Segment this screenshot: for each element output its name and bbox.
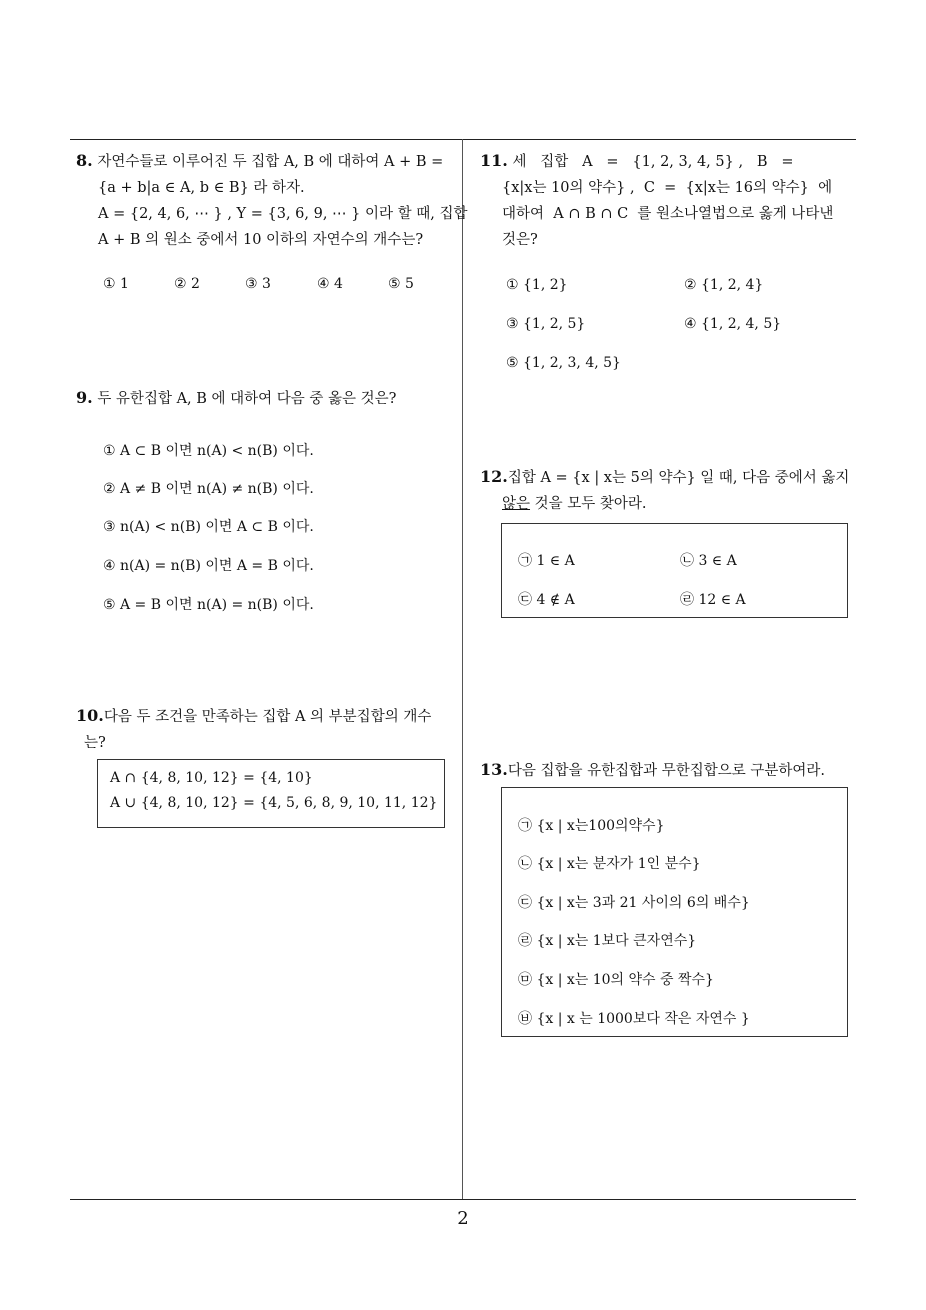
set-item: ㉡ {x | x는 분자가 1인 분수} <box>518 856 701 872</box>
answer-option[interactable]: ④ 4 <box>317 276 343 292</box>
answer-option[interactable]: ① {1, 2} <box>506 277 568 293</box>
statement-item: ㉣ 12 ∈ A <box>680 592 746 608</box>
answer-option[interactable]: ④ {1, 2, 4, 5} <box>684 316 782 332</box>
question-text-line: 것을 모두 찾아라. <box>530 496 647 512</box>
question-text-line: 대하여 A ∩ B ∩ C 를 원소나열법으로 옳게 나타낸 <box>502 206 834 222</box>
question-number: 12. <box>480 467 508 486</box>
question-text-line: A = {2, 4, 6, ⋯ } , Y = {3, 6, 9, ⋯ } 이라 할 때, 집합 <box>98 206 468 222</box>
question-13 <box>480 757 825 784</box>
underlined-word: 않은 <box>502 496 531 512</box>
question-text-line: {x|x는 10의 약수} , C = {x|x는 16의 약수} 에 <box>502 180 833 196</box>
question-text: 두 유한집합 A, B 에 대하여 다음 중 옳은 것은? <box>97 391 397 407</box>
answer-option[interactable]: ② A ≠ B 이면 n(A) ≠ n(B) 이다. <box>103 481 314 497</box>
conditions-box <box>97 759 445 828</box>
set-item: ㉠ {x | x는100의약수} <box>518 818 665 834</box>
set-item: ㉢ {x | x는 3과 21 사이의 6의 배수} <box>518 895 750 911</box>
answer-option[interactable]: ② 2 <box>174 276 200 292</box>
answer-option[interactable]: ③ n(A) < n(B) 이면 A ⊂ B 이다. <box>103 519 314 535</box>
question-9 <box>76 385 396 412</box>
question-number: 9. <box>76 388 93 407</box>
statement-item: ㉡ 3 ∈ A <box>680 553 737 569</box>
answer-option[interactable]: ③ {1, 2, 5} <box>506 316 586 332</box>
question-number: 13. <box>480 760 508 779</box>
statement-item: ㉠ 1 ∈ A <box>518 553 575 569</box>
sets-box <box>501 787 848 1037</box>
answer-option[interactable]: ⑤ A = B 이면 n(A) = n(B) 이다. <box>103 597 314 613</box>
question-text-line: 다음 두 조건을 만족하는 집합 A 의 부분집합의 개수 <box>103 709 432 725</box>
question-12 <box>480 464 849 517</box>
question-text-line: 집합 A = {x | x는 5의 약수} 일 때, 다음 중에서 옳지 <box>507 470 850 486</box>
condition-line: A ∩ {4, 8, 10, 12} = {4, 10} <box>110 770 313 786</box>
answer-option[interactable]: ③ 3 <box>245 276 271 292</box>
answer-option[interactable]: ⑤ 5 <box>388 276 414 292</box>
question-text-line: {a + b|a ∈ A, b ∈ B} 라 하자. <box>98 180 305 196</box>
statement-item: ㉢ 4 ∉ A <box>518 592 575 608</box>
column-divider <box>462 139 463 1199</box>
question-number: 11. <box>480 151 508 170</box>
question-text-line: A + B 의 원소 중에서 10 이하의 자연수의 개수는? <box>98 232 424 248</box>
page-number: 2 <box>457 1208 469 1229</box>
answer-option[interactable]: ④ n(A) = n(B) 이면 A = B 이다. <box>103 558 314 574</box>
question-text-line: 세 집합 A = {1, 2, 3, 4, 5} , B = <box>512 154 794 170</box>
answer-option[interactable]: ② {1, 2, 4} <box>684 277 764 293</box>
question-number: 8. <box>76 151 93 170</box>
question-text: 다음 집합을 유한집합과 무한집합으로 구분하여라. <box>507 763 826 779</box>
question-number: 10. <box>76 706 104 725</box>
answer-option[interactable]: ⑤ {1, 2, 3, 4, 5} <box>506 355 621 371</box>
statements-box <box>501 523 848 618</box>
answer-option[interactable]: ① A ⊂ B 이면 n(A) < n(B) 이다. <box>103 443 314 459</box>
answer-option[interactable]: ① 1 <box>103 276 129 292</box>
bottom-rule <box>70 1199 856 1200</box>
question-8 <box>76 148 467 253</box>
question-10 <box>76 703 431 756</box>
question-text-line: 는? <box>84 735 106 751</box>
set-item: ㉤ {x | x는 10의 약수 중 짝수} <box>518 972 714 988</box>
top-rule <box>70 139 856 140</box>
question-11 <box>480 148 833 253</box>
question-text-line: 자연수들로 이루어진 두 집합 A, B 에 대하여 A + B = <box>97 154 444 170</box>
set-item: ㉥ {x | x 는 1000보다 작은 자연수 } <box>518 1011 750 1027</box>
set-item: ㉣ {x | x는 1보다 큰자연수} <box>518 933 697 949</box>
condition-line: A ∪ {4, 8, 10, 12} = {4, 5, 6, 8, 9, 10, 11, 12} <box>110 795 438 811</box>
question-text-line: 것은? <box>502 232 538 248</box>
